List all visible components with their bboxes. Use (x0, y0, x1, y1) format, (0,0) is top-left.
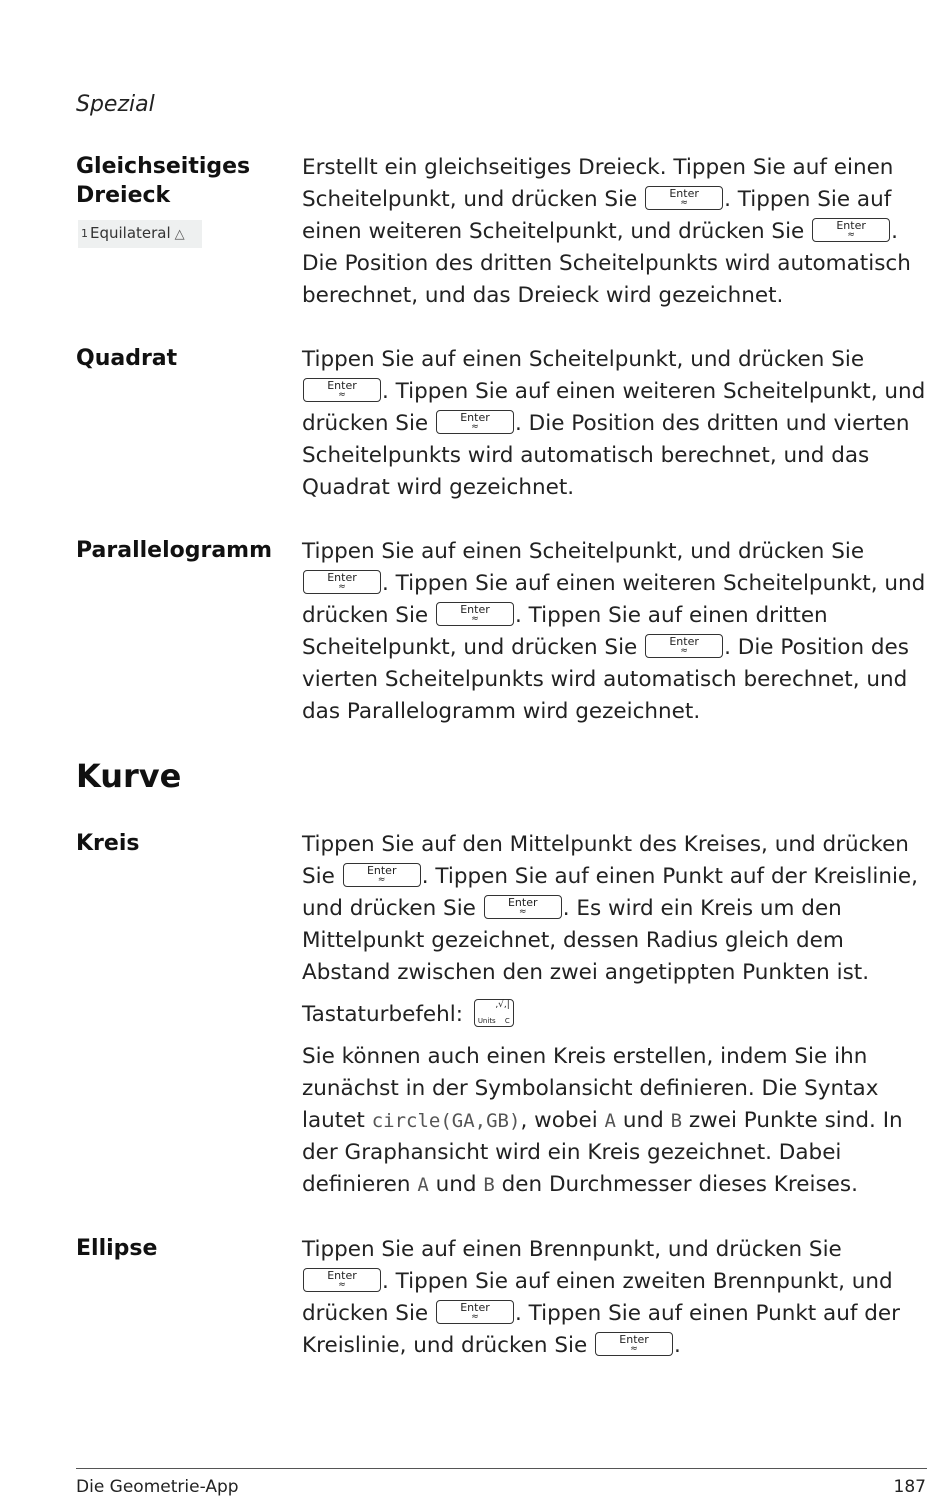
desc-ellipse (302, 1234, 927, 1372)
desc-text: . Tippen Sie auf einen weiteren Scheitelpunkt, und drücken Sie (302, 379, 926, 436)
footer-divider (76, 1468, 927, 1469)
section-label: Spezial (76, 92, 155, 117)
footer-chapter-title: Die Geometrie-App (76, 1477, 239, 1497)
equilateral-menu-chip (78, 220, 202, 248)
desc-parallelogram (302, 536, 927, 738)
desc-text: . Tippen Sie auf einen dritten Scheitelpunkt, und drücken Sie (302, 603, 828, 660)
enter-key-icon: Enter ≈ (484, 895, 562, 919)
desc-text: . Die Position des dritten Scheitelpunkts wird automatisch berechnet, und das Dreieck wird gezeichnet. (302, 219, 911, 308)
enter-key-icon: Enter ≈ (343, 863, 421, 887)
triangle-icon: △ (174, 227, 185, 242)
enter-key-icon: Enter ≈ (645, 186, 723, 210)
desc-text: Sie können auch einen Kreis erstellen, indem Sie ihn zunächst in der Symbolansicht definieren. Die Syntax lautet (302, 1044, 879, 1133)
code-syntax: circle(GA,GB) (371, 1110, 521, 1132)
term-square: Quadrat (76, 346, 178, 371)
desc-text: Tippen Sie auf einen Brennpunkt, und drücken Sie (302, 1237, 842, 1262)
desc-text: . Die Position des vierten Scheitelpunkts wird automatisch berechnet, und das Parallelogramm wird gezeichnet. (302, 635, 909, 724)
desc-text: zwei Punkte sind. In der Graphansicht wird ein Kreis gezeichnet. Dabei definieren (302, 1108, 903, 1197)
enter-key-icon: Enter ≈ (436, 410, 514, 434)
desc-text: und (435, 1172, 477, 1197)
variable: A (604, 1110, 616, 1132)
desc-text: den Durchmesser dieses Kreises. (501, 1172, 858, 1197)
desc-text: . Tippen Sie auf einen Punkt auf der Kreislinie, und drücken Sie (302, 1301, 900, 1358)
desc-text: Erstellt ein gleichseitiges Dreieck. Tippen Sie auf einen Scheitelpunkt, und drücken Sie (302, 155, 894, 212)
term-circle: Kreis (76, 831, 140, 856)
footer-page-number: 187 (893, 1477, 926, 1497)
desc-text: Tippen Sie auf einen Scheitelpunkt, und drücken Sie (302, 347, 865, 372)
desc-text: . (674, 1333, 681, 1358)
enter-key-icon: Enter ≈ (303, 570, 381, 594)
desc-text: und (622, 1108, 664, 1133)
enter-key-icon: Enter ≈ (303, 1268, 381, 1292)
desc-text: . Tippen Sie auf einen Punkt auf der Kreislinie, und drücken Sie (302, 864, 918, 921)
enter-key-icon: Enter ≈ (595, 1332, 673, 1356)
desc-circle (302, 829, 927, 1211)
desc-text: . Es wird ein Kreis um den Mittelpunkt gezeichnet, dessen Radius gleich dem Abstand zwischen den zwei angetippten Punkten ist. (302, 896, 870, 985)
desc-square (302, 344, 927, 514)
enter-key-icon: Enter ≈ (812, 218, 890, 242)
desc-text: . Die Position des dritten und vierten Scheitelpunkts wird automatisch berechnet, und das Quadrat wird gezeichnet. (302, 411, 910, 500)
variable: B (483, 1174, 495, 1196)
chip-label: Equilateral (90, 224, 171, 242)
term-parallelogram: Parallelogramm (76, 538, 273, 563)
units-key-icon: ,√,| Units C (474, 999, 514, 1027)
desc-text: Tippen Sie auf den Mittelpunkt des Kreises, und drücken Sie (302, 832, 909, 889)
variable: A (417, 1174, 429, 1196)
variable: B (670, 1110, 683, 1132)
enter-key-icon: Enter ≈ (436, 602, 514, 626)
enter-key-icon: Enter ≈ (303, 378, 381, 402)
heading-curve: Kurve (76, 757, 182, 795)
shortcut-label: Tastaturbefehl: (302, 1002, 463, 1027)
desc-text: , wobei (520, 1108, 598, 1133)
desc-text: . Tippen Sie auf einen weiteren Scheitelpunkt, und drücken Sie (302, 571, 926, 628)
term-ellipse: Ellipse (76, 1236, 158, 1261)
enter-key-icon: Enter ≈ (436, 1300, 514, 1324)
desc-equilateral-triangle (302, 152, 927, 322)
desc-text: . Tippen Sie auf einen weiteren Scheitelpunkt, und drücken Sie (302, 187, 892, 244)
term-equilateral-triangle: Gleichseitiges Dreieck (76, 154, 251, 208)
chip-number: 1 (81, 227, 88, 240)
enter-key-icon: Enter ≈ (645, 634, 723, 658)
desc-text: Tippen Sie auf einen Scheitelpunkt, und drücken Sie (302, 539, 865, 564)
desc-text: . Tippen Sie auf einen zweiten Brennpunkt, und drücken Sie (302, 1269, 893, 1326)
